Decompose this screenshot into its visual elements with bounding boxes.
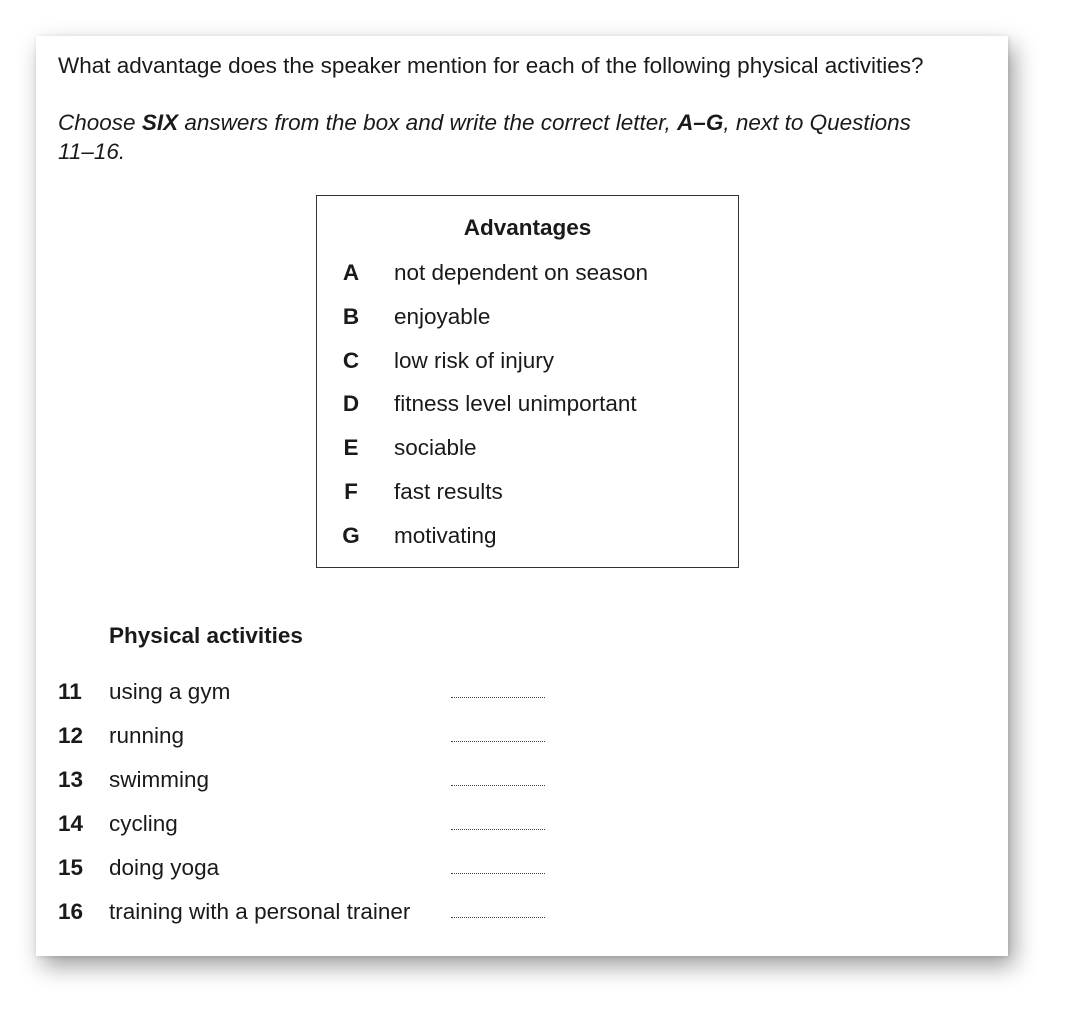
question-number: 16 — [58, 899, 84, 924]
activity-text: using a gym — [109, 679, 231, 704]
advantages-title: Advantages — [463, 215, 592, 240]
answer-blank[interactable] — [451, 697, 545, 698]
option-letter: F — [344, 478, 358, 504]
instruction-letter-range: A–G — [677, 110, 724, 135]
activity-text: cycling — [109, 811, 178, 836]
option-text: not dependent on season — [394, 260, 648, 285]
question-row-12 — [58, 722, 578, 766]
instruction-part-3: , next to Questions 11–16. — [58, 110, 911, 164]
answer-blank[interactable] — [451, 873, 545, 874]
option-letter: C — [342, 347, 360, 373]
activities-list — [58, 678, 578, 942]
question-row-11 — [58, 678, 578, 722]
question-row-15 — [58, 854, 578, 898]
instruction-text — [58, 108, 918, 166]
advantages-box — [316, 195, 739, 568]
question-text: What advantage does the speaker mention for each of the following physical activities? — [58, 53, 924, 78]
instruction-part-2: answers from the box and write the correct letter, — [178, 110, 678, 135]
question-number: 12 — [58, 723, 84, 748]
activity-text: doing yoga — [109, 855, 220, 880]
question-number: 11 — [58, 679, 82, 704]
activity-text: swimming — [109, 767, 210, 792]
question-row-14 — [58, 810, 578, 854]
question-row-16 — [58, 898, 578, 942]
instruction-count-word: SIX — [141, 110, 179, 135]
question-row-13 — [58, 766, 578, 810]
answer-blank[interactable] — [451, 917, 545, 918]
option-letter: D — [342, 391, 360, 417]
activities-title: Physical activities — [109, 623, 303, 648]
option-letter: E — [343, 435, 359, 461]
option-text: low risk of injury — [394, 347, 555, 373]
activity-text: running — [109, 723, 185, 748]
option-text: fast results — [394, 478, 503, 504]
option-text: fitness level unimportant — [394, 391, 637, 417]
option-text: motivating — [394, 522, 497, 548]
option-letter: A — [342, 260, 360, 285]
answer-blank[interactable] — [451, 829, 545, 830]
question-sheet — [36, 36, 1008, 956]
question-number: 15 — [58, 855, 84, 880]
answer-blank[interactable] — [451, 785, 545, 786]
option-letter: G — [342, 522, 360, 548]
option-text: enjoyable — [394, 303, 491, 329]
instruction-part-1: Choose — [58, 110, 142, 135]
option-text: sociable — [394, 435, 477, 461]
question-number: 14 — [58, 811, 84, 836]
answer-blank[interactable] — [451, 741, 545, 742]
activity-text: training with a personal trainer — [109, 899, 411, 924]
question-number: 13 — [58, 767, 84, 792]
option-letter: B — [342, 303, 360, 329]
